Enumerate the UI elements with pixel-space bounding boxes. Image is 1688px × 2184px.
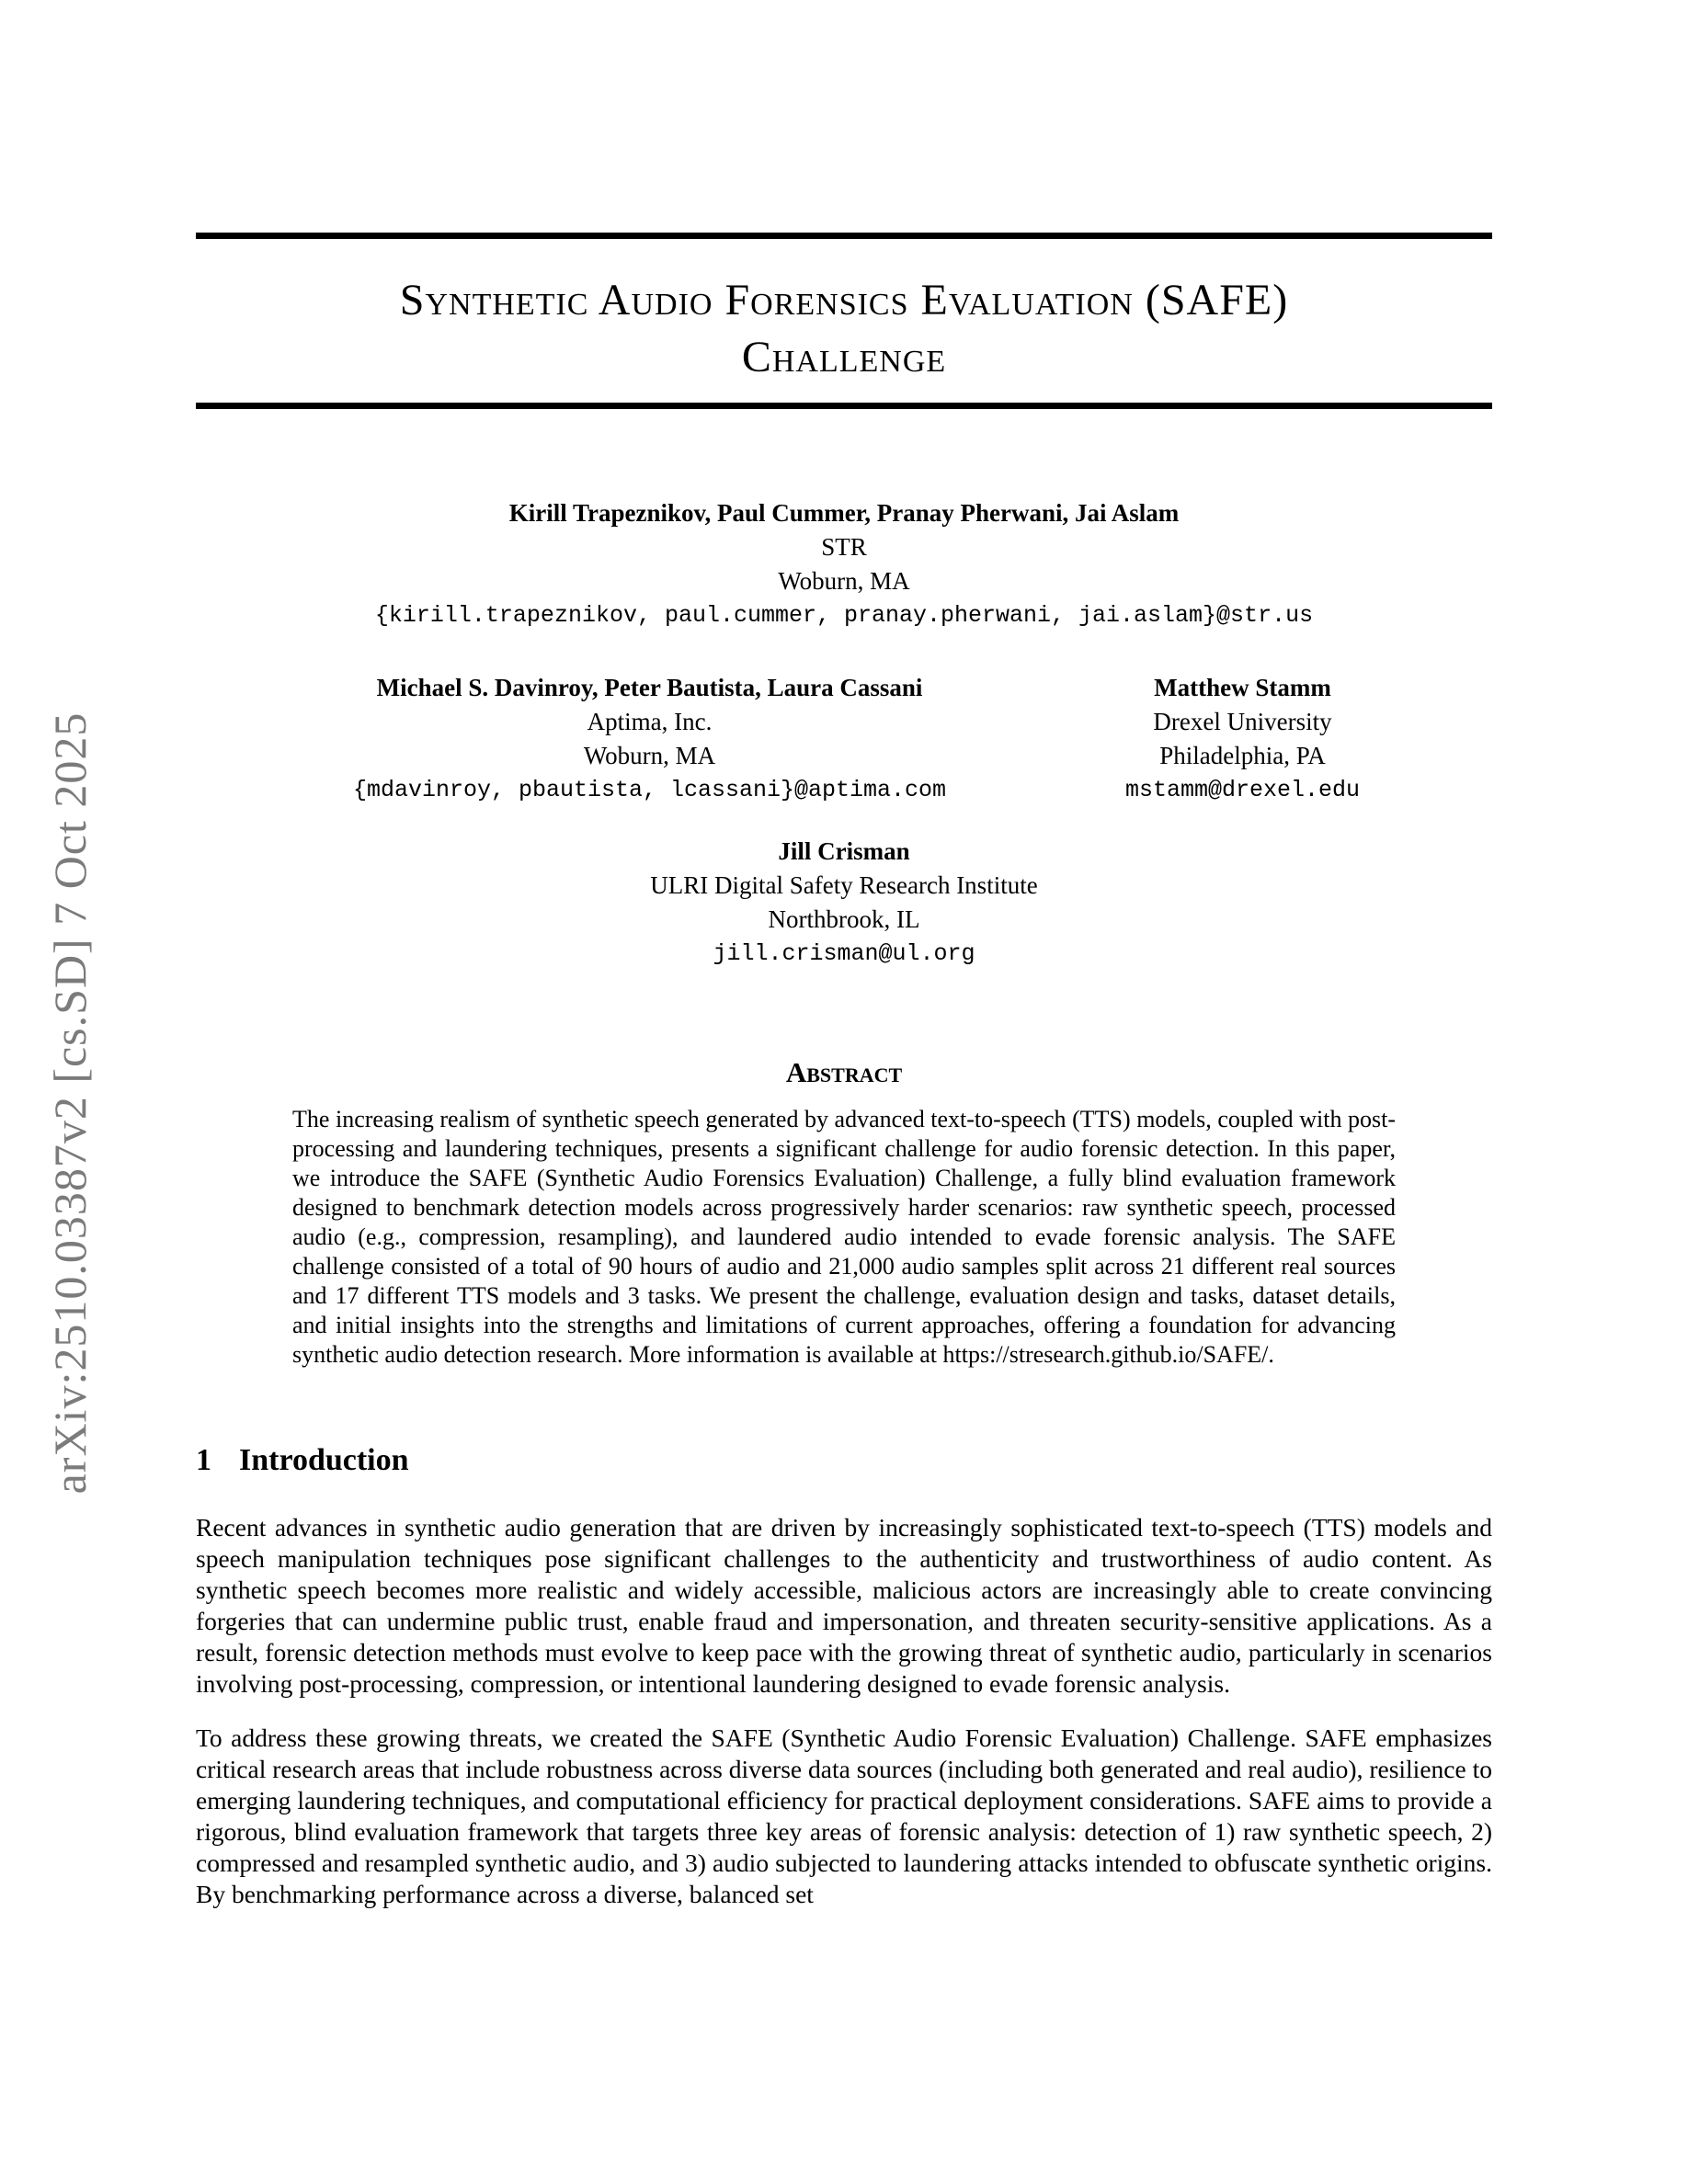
abstract-body: The increasing realism of synthetic speech generated by advanced text-to-speech (TTS) models, coupled with post-processing and laundering techniques, presents a significant challenge for audio forensic detection. In this paper, we introduce the SAFE (Synthetic Audio Forensics Evaluation) Challenge, a fully blind evaluation framework designed to benchmark detection models across progressively harder scenarios: raw synthetic speech, processed audio (e.g., compression, resampling), and laundered audio intended to evade forensic analysis. The SAFE challenge consisted of a total of 90 hours of audio and 21,000 audio samples split across 21 different real sources and 17 different TTS models and 3 tasks. We present the challenge, evaluation design and tasks, dataset details, and initial insights into the strengths and limitations of current approaches, offering a foundation for advancing synthetic audio detection research. More information is available at [292, 1106, 1396, 1368]
author-section [196, 496, 1492, 971]
title-rule-top [196, 233, 1492, 239]
author-names: Kirill Trapeznikov, Paul Cummer, Pranay Pherwani, Jai Aslam [508, 499, 1180, 527]
abstract-url[interactable]: https://stresearch.github.io/SAFE/ [942, 1341, 1269, 1368]
author-location: Northbrook, IL [768, 905, 920, 933]
author-block-aptima [196, 671, 1103, 807]
section-title: Introduction [239, 1443, 409, 1477]
author-block-drexel [1103, 671, 1492, 807]
intro-paragraph-1: Recent advances in synthetic audio generation that are driven by increasingly sophisticated text-to-speech (TTS) models and speech manipulation techniques pose significant challenges to the authenticity and trustworthiness of audio content. As synthetic speech becomes more realistic and widely accessible, malicious actors are increasingly able to create convincing forgeries that can undermine public trust, enable fraud and impersonation, and threaten security-sensitive applications. As a result, forensic detection methods must evolve to keep pace with the growing threat of synthetic audio, particularly in scenarios involving post-processing, compression, or intentional laundering designed to evade forensic analysis. [196, 1513, 1492, 1698]
abstract-url-period: . [1268, 1341, 1274, 1368]
abstract-heading: Abstract [785, 1056, 903, 1088]
paper-title-line1: Synthetic Audio Forensics Evaluation (SAFE) [399, 276, 1289, 324]
title-rule-bottom [196, 403, 1492, 409]
author-affiliation: STR [821, 533, 867, 561]
section-heading-introduction [196, 1441, 1492, 1480]
author-names: Jill Crisman [778, 837, 910, 865]
section-number: 1 [196, 1443, 211, 1477]
author-affiliation: ULRI Digital Safety Research Institute [650, 871, 1038, 899]
abstract-text [292, 1105, 1396, 1370]
author-names: Matthew Stamm [1154, 674, 1331, 701]
author-email: {kirill.trapeznikov, paul.cummer, pranay.pherwani, jai.aslam}@str.us [374, 602, 1314, 629]
author-block-ulri [196, 835, 1492, 971]
author-location: Woburn, MA [778, 567, 910, 595]
author-affiliation: Aptima, Inc. [587, 708, 713, 735]
paper-content [196, 0, 1492, 1910]
author-block-str [196, 496, 1492, 632]
author-location: Philadelphia, PA [1159, 742, 1326, 769]
paper-title-line2: Challenge [741, 333, 947, 381]
abstract-section [196, 1055, 1492, 1370]
author-row [196, 671, 1492, 807]
author-location: Woburn, MA [583, 742, 716, 769]
author-email: mstamm@drexel.edu [1124, 777, 1361, 803]
author-email: {mdavinroy, pbautista, lcassani}@aptima.com [352, 777, 947, 803]
author-email: jill.crisman@ul.org [713, 940, 975, 967]
author-affiliation: Drexel University [1153, 708, 1332, 735]
author-names: Michael S. Davinroy, Peter Bautista, Laura Cassani [376, 674, 923, 701]
paper-title [196, 272, 1492, 386]
intro-paragraph-2: To address these growing threats, we created the SAFE (Synthetic Audio Forensic Evaluation) Challenge. SAFE emphasizes critical research areas that include robustness across diverse data sources (including both generated and real audio), resilience to emerging laundering techniques, and computational efficiency for practical deployment considerations. SAFE aims to provide a rigorous, blind evaluation framework that targets three key areas of forensic analysis: detection of 1) raw synthetic speech, 2) compressed and resampled synthetic audio, and 3) audio subjected to laundering attacks intended to obfuscate synthetic origins. By benchmarking performance across a diverse, balanced set [196, 1723, 1492, 1908]
arxiv-watermark: arXiv:2510.03387v2 [cs.SD] 7 Oct 2025 [44, 711, 96, 1495]
